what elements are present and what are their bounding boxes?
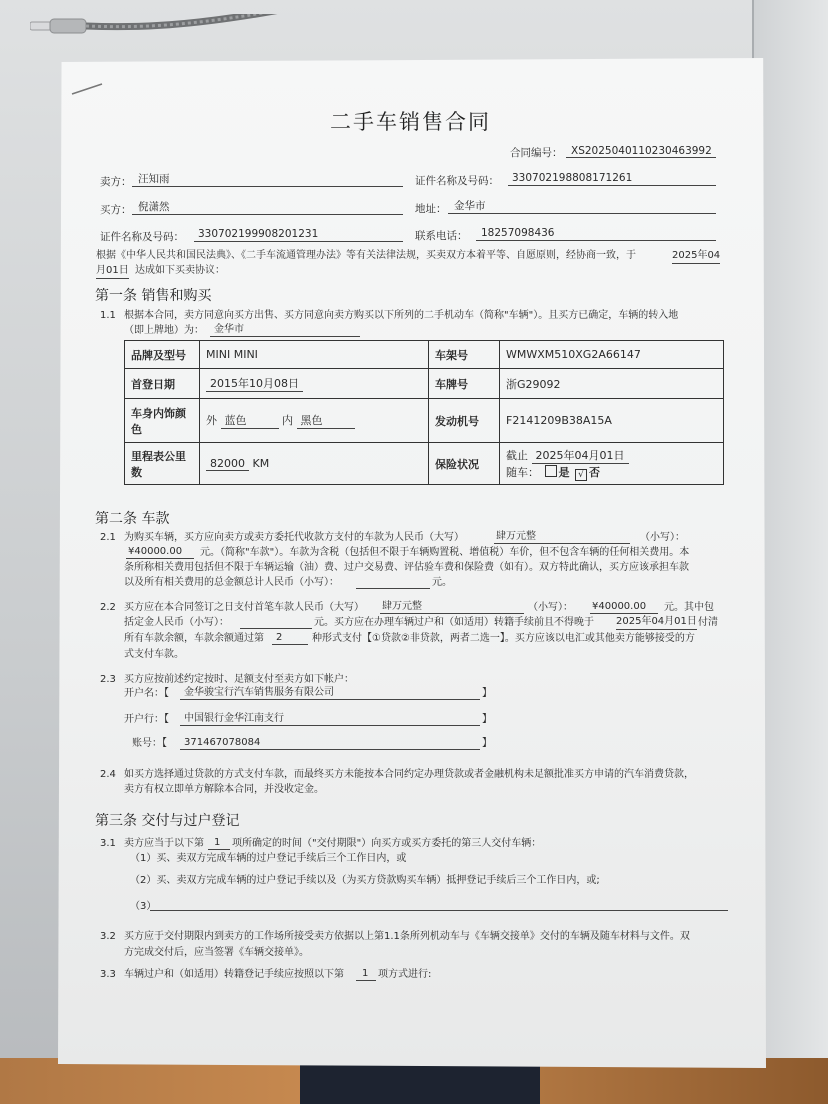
vin-label: 车架号	[429, 341, 500, 369]
contract-title: 二手车销售合同	[330, 110, 491, 134]
clause-1-1-text-2: （即上牌地）为：	[124, 325, 204, 336]
color-label: 车身内饰颜色	[125, 399, 200, 443]
address: 金华市	[454, 200, 486, 212]
clause-2-4-text-b: 卖方有权立即单方解除本合同，并没收定金。	[124, 784, 324, 795]
buyer-id: 330702199908201231	[198, 228, 319, 240]
insurance-cell	[500, 443, 724, 485]
clause-2-2-text-a: 买方应在本合同签订之日支付首笔车款人民币（大写）	[124, 602, 364, 613]
seller-id: 330702198808171261	[512, 172, 633, 184]
account-name-bracket: 】	[482, 688, 492, 699]
preamble-text: 根据《中华人民共和国民法典》、《二手车流通管理办法》等有关法律法规，买卖双方本着平等、自愿原则，经协商一致，于	[96, 250, 636, 261]
clause-2-2-text-g: 种形式支付【①贷款②非贷款，两者二选一】。买方应该以电汇或其他卖方能够接受的方	[312, 633, 695, 644]
address-line	[448, 199, 716, 214]
account-number: 371467078084	[184, 737, 261, 748]
clause-3-1-item-1: （1）买、卖双方完成车辆的过户登记手续后三个工作日内，或	[130, 853, 407, 864]
mileage-cell	[200, 443, 429, 485]
insurance-prefix: 截止	[506, 448, 528, 462]
seller-line	[132, 172, 403, 187]
yes-label: 是	[558, 465, 570, 479]
address-label: 地址：	[415, 203, 447, 215]
transfer-city: 金华市	[214, 324, 244, 335]
total-amount-line	[356, 574, 430, 589]
clause-2-4-text-a: 如买方选择通过贷款的方式支付车款，而最终买方未能按本合同约定办理贷款或者金融机构未足额批准买方申请的汽车消费贷款，	[124, 769, 694, 780]
insurance-label: 保险状况	[429, 443, 500, 485]
buyer-line	[132, 200, 403, 215]
clause-2-1-text-a: 为购买车辆，买方应向卖方或卖方委托代收款方支付的车款为人民币（大写）	[124, 532, 464, 543]
clause-3-1-text-b: 项所确定的时间（"交付期限"）向买方或买方委托的第三人交付车辆：	[232, 838, 542, 849]
clause-2-2-text-c: 括定金人民币（小写）：	[124, 617, 229, 628]
buyer-name: 倪潇然	[138, 201, 170, 213]
clause-2-2-text-d: 元。买方应在办理车辆过户和（如适用）转籍手续前且不得晚于	[314, 617, 594, 628]
checkbox-yes-icon	[545, 465, 557, 477]
buyer-id-label: 证件名称及号码：	[100, 231, 184, 243]
down-payment-cn: 肆万元整	[382, 601, 422, 612]
floor-shadow	[300, 1064, 540, 1104]
clause-3-1-text-a: 卖方应当于以下第	[124, 838, 204, 849]
price-amount: ¥40000.00	[128, 546, 183, 557]
deposit-line	[240, 614, 312, 629]
mileage-label: 里程表公里数	[125, 443, 200, 485]
exterior-label: 外	[206, 414, 217, 427]
clause-2-3-number: 2.3	[100, 674, 116, 685]
clause-2-1-number: 2.1	[100, 532, 116, 543]
clause-3-1-item-3: （3）	[130, 901, 157, 912]
delivery-option: 1	[214, 837, 221, 848]
down-payment: ¥40000.00	[592, 601, 647, 612]
reg-date-cell	[200, 369, 429, 399]
interior-label: 内	[282, 414, 293, 427]
interior-color: 黑色	[297, 412, 355, 429]
clause-1-1-number: 1.1	[100, 310, 116, 321]
account-number-label: 账号：【	[132, 738, 167, 749]
clause-3-2-text-b: 方完成交付后，应当签署《车辆交接单》。	[124, 947, 309, 958]
balance-due-date: 2025年04月01日	[616, 615, 697, 630]
preamble-text-2: 达成如下买卖协议：	[135, 265, 225, 276]
staple-mark	[70, 82, 106, 96]
brand-label: 品牌及型号	[125, 341, 200, 369]
payment-mode: 2	[276, 632, 283, 643]
clause-3-2-text-a: 买方应于交付期限内到卖方的工作场所接受卖方依据以上第1.1条所列机动车与《车辆交接单》交付的车辆及随车材料与文件。双	[124, 931, 690, 942]
clause-2-1-text-b: 元。（简称"车款"）。车款为含税（包括但不限于车辆购置税、增值税）车价，但不包含车辆的任何相关费用。本	[200, 547, 690, 558]
clause-3-2-number: 3.2	[100, 931, 116, 942]
account-bank: 中国银行金华江南支行	[184, 713, 284, 724]
clause-3-1-number: 3.1	[100, 838, 116, 849]
clause-3-3-number: 3.3	[100, 969, 116, 980]
account-bank-bracket: 】	[482, 714, 492, 725]
reg-date-value: 2015年10月08日	[206, 375, 303, 392]
clause-2-1-text-d: 以及所有相关费用的总金额总计人民币（小写）：	[124, 577, 339, 588]
article-2-heading: 第二条 车款	[95, 511, 170, 527]
mileage-unit: KM	[252, 456, 270, 470]
phone: 18257098436	[481, 227, 555, 239]
clause-2-3-text: 买方应按前述约定按时、足额支付至卖方如下帐户：	[124, 674, 354, 685]
clause-3-1-item-2: （2）买、卖双方完成车辆的过户登记手续以及（为买方贷款购买车辆）抵押登记手续后三个工作日内，或;	[130, 875, 600, 886]
vehicle-info-table	[124, 340, 724, 485]
account-name-label: 开户名：【	[124, 688, 169, 699]
clause-3-3-text-b: 项方式进行:	[378, 969, 432, 980]
clause-2-2-text-f: 所有车款余额，车款余额通过第	[124, 633, 264, 644]
contract-no: XS2025040110230463992	[571, 145, 712, 157]
engine-value: F2141209B38A15A	[500, 399, 724, 443]
checkbox-no-checked-icon: √	[575, 469, 587, 481]
with-car-label: 随车：	[506, 465, 539, 479]
phone-label: 联系电话：	[415, 230, 468, 242]
down-payment-small-label: （小写）：	[528, 602, 573, 613]
account-number-bracket: 】	[482, 738, 492, 749]
insurance-date: 2025年04月01日	[532, 447, 629, 464]
clause-3-1-item-3-line	[150, 896, 728, 911]
contract-no-label: 合同编号：	[510, 147, 563, 159]
clause-1-1-text: 根据本合同，卖方同意向买方出售、买方同意向卖方购买以下所列的二手机动车（简称"车辆"）。且买方已确定，车辆的转入地	[124, 310, 679, 321]
transfer-option: 1	[362, 968, 369, 979]
price-amount-cn: 肆万元整	[496, 531, 536, 542]
color-cell	[200, 399, 429, 443]
seller-name: 汪知雨	[138, 173, 170, 185]
clause-3-3-text-a: 车辆过户和（如适用）转籍登记手续应按照以下第	[124, 969, 344, 980]
clause-2-2-text-e: 付清	[698, 617, 718, 628]
plate-label: 车牌号	[429, 369, 500, 399]
seller-id-label: 证件名称及号码：	[415, 175, 499, 187]
vin-value: WMWXM510XG2A66147	[500, 341, 724, 369]
account-name: 金华骏宝行汽车销售服务有限公司	[184, 687, 334, 698]
charging-cable	[30, 14, 280, 36]
clause-2-4-number: 2.4	[100, 769, 116, 780]
exterior-color: 蓝色	[221, 412, 279, 429]
buyer-label: 买方：	[100, 204, 132, 216]
no-label: 否	[589, 465, 600, 479]
reg-date-label: 首登日期	[125, 369, 200, 399]
article-1-heading: 第一条 销售和购买	[95, 288, 212, 304]
clause-2-1-text-e: 元。	[432, 577, 452, 588]
plate-value: 浙G29092	[500, 369, 724, 399]
brand-value: MINI MINI	[200, 341, 429, 369]
clause-2-2-number: 2.2	[100, 602, 116, 613]
seller-label: 卖方：	[100, 176, 132, 188]
clause-2-1-text-c: 条所称相关费用包括但不限于车辆运输（油）费、过户交易费、评估验车费和保险费（如有）。双方特此确认，买方应该承担车款	[124, 562, 689, 573]
clause-2-2-text-h: 式支付车款。	[124, 649, 184, 660]
price-small-label: （小写）：	[640, 532, 685, 543]
preamble-date-b: 月01日	[96, 264, 129, 279]
clause-2-2-text-b: 元。其中包	[664, 602, 714, 613]
preamble-date-a: 2025年04	[672, 249, 720, 264]
account-bank-label: 开户行：【	[124, 714, 169, 725]
mileage-value: 82000	[206, 457, 249, 471]
article-3-heading: 第三条 交付与过户登记	[95, 813, 240, 829]
engine-label: 发动机号	[429, 399, 500, 443]
